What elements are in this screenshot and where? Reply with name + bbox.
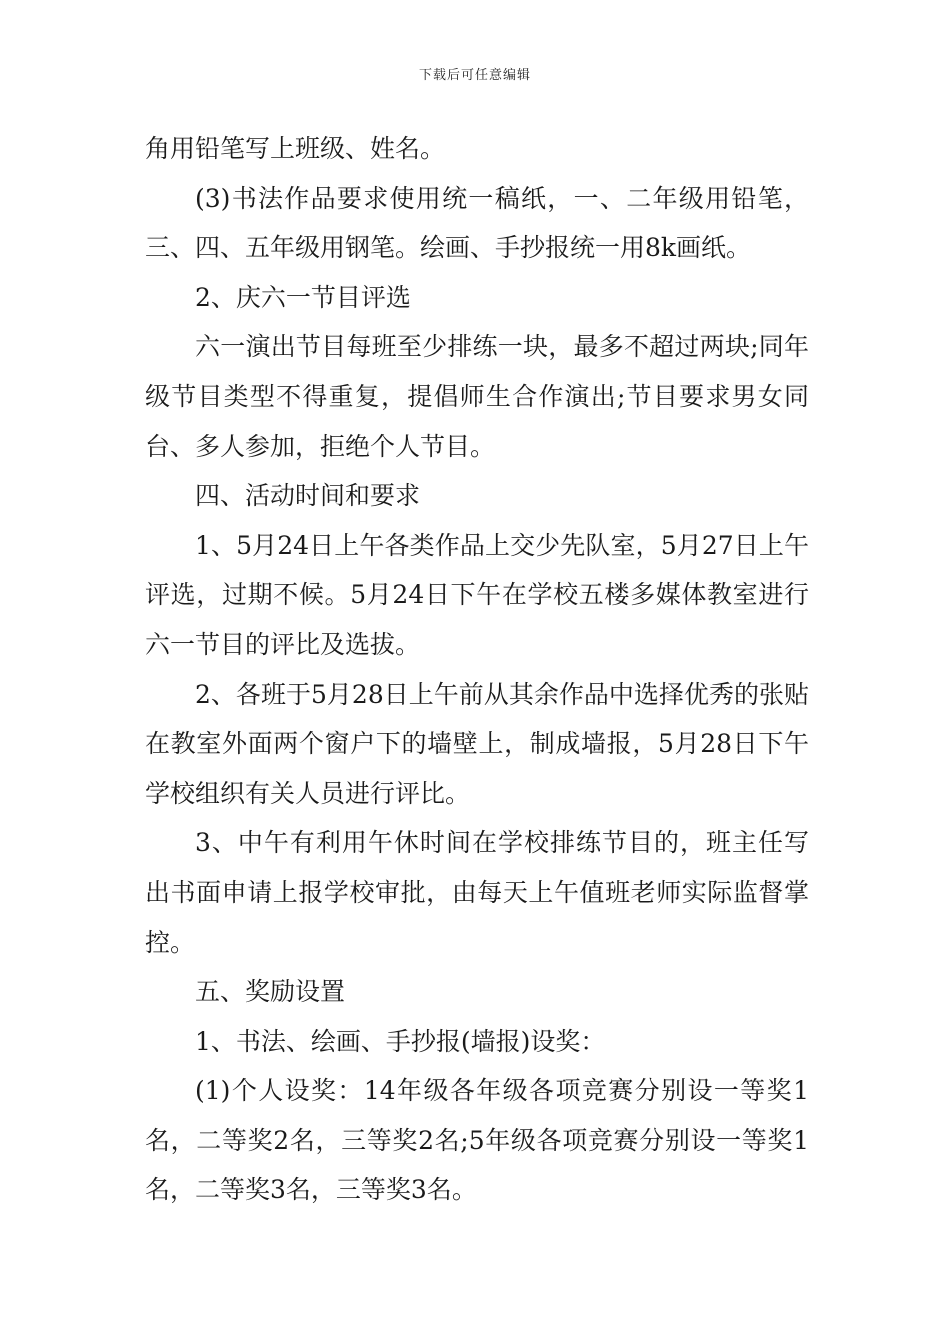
paragraph: (1)个人设奖：14年级各年级各项竞赛分别设一等奖1名，二等奖2名，三等奖2名;5年级各项竞赛分别设一等奖1名，二等奖3名，三等奖3名。 xyxy=(145,1076,809,1205)
paragraph: (3)书法作品要求使用统一稿纸，一、二年级用铅笔，三、四、五年级用钢笔。绘画、手抄报统一用8k画纸。 xyxy=(145,183,809,263)
paragraph: 六一演出节目每班至少排练一块，最多不超过两块;同年级节目类型不得重复，提倡师生合作演出;节目要求男女同台、多人参加，拒绝个人节目。 xyxy=(145,332,809,461)
page-header: 下载后可任意编辑 xyxy=(418,68,531,83)
document-body xyxy=(145,124,809,1215)
paragraph: 1、5月24日上午各类作品上交少先队室，5月27日上午评选，过期不候。5月24日下午在学校五楼多媒体教室进行六一节目的评比及选拔。 xyxy=(145,530,809,659)
paragraph: 2、各班于5月28日上午前从其余作品中选择优秀的张贴在教室外面两个窗户下的墙壁上，制成墙报，5月28日下午学校组织有关人员进行评比。 xyxy=(145,679,809,808)
section-heading: 五、奖励设置 xyxy=(195,977,346,1007)
section-subheading: 2、庆六一节目评选 xyxy=(195,282,411,312)
section-heading: 四、活动时间和要求 xyxy=(195,481,421,511)
paragraph: 角用铅笔写上班级、姓名。 xyxy=(145,134,446,163)
section-subheading: 1、书法、绘画、手抄报(墙报)设奖： xyxy=(195,1026,606,1056)
paragraph: 3、中午有利用午休时间在学校排练节目的，班主任写出书面申请上报学校审批，由每天上午值班老师实际监督掌控。 xyxy=(145,828,809,957)
